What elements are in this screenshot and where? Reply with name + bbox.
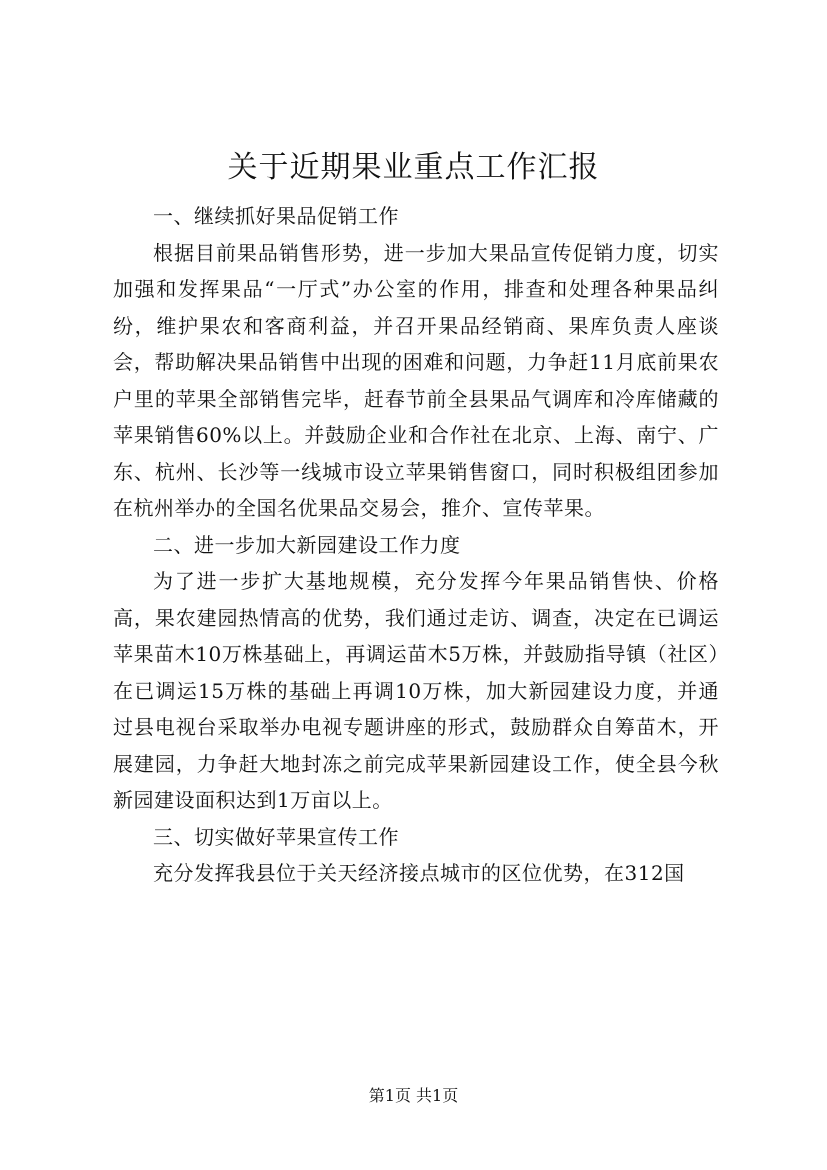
page-number-footer: 第1页 共1页: [368, 1086, 459, 1105]
section-heading-1: 一、继续抓好果品促销工作: [153, 204, 399, 228]
document-body: [113, 198, 719, 892]
section-paragraph-1: 根据目前果品销售形势，进一步加大果品宣传促销力度，切实加强和发挥果品“一厅式”办公室的作用，排查和处理各种果品纠纷，维护果农和客商利益，并召开果品经销商、果库负责人座谈会，帮助解决果品销售中出现的困难和问题，力争赶11月底前果农户里的苹果全部销售完毕，赶春节前全县果品气调库和冷库储藏的苹果销售60%以上。并鼓励企业和合作社在北京、上海、南宁、广东、杭州、长沙等一线城市设立苹果销售窗口，同时积极组团参加在杭州举办的全国名优果品交易会，推介、宣传苹果。: [113, 240, 719, 520]
section-paragraph-3: 充分发挥我县位于关天经济接点城市的区位优势，在312国: [153, 861, 685, 885]
document-title: 关于近期果业重点工作汇报: [227, 150, 600, 185]
section-paragraph-2: 为了进一步扩大基地规模，充分发挥今年果品销售快、价格高，果农建园热情高的优势，我们通过走访、调查，决定在已调运苹果苗木10万株基础上，再调运苗木5万株，并鼓励指导镇（社区）在已调运15万株的基础上再调10万株，加大新园建设力度，并通过县电视台采取举办电视专题讲座的形式，鼓励群众自筹苗木，开展建园，力争赶大地封冻之前完成苹果新园建设工作，使全县今秋新园建设面积达到1万亩以上。: [113, 569, 719, 812]
section-heading-2: 二、进一步加大新园建设工作力度: [153, 532, 461, 557]
section-heading-3: 三、切实做好苹果宣传工作: [153, 824, 399, 849]
